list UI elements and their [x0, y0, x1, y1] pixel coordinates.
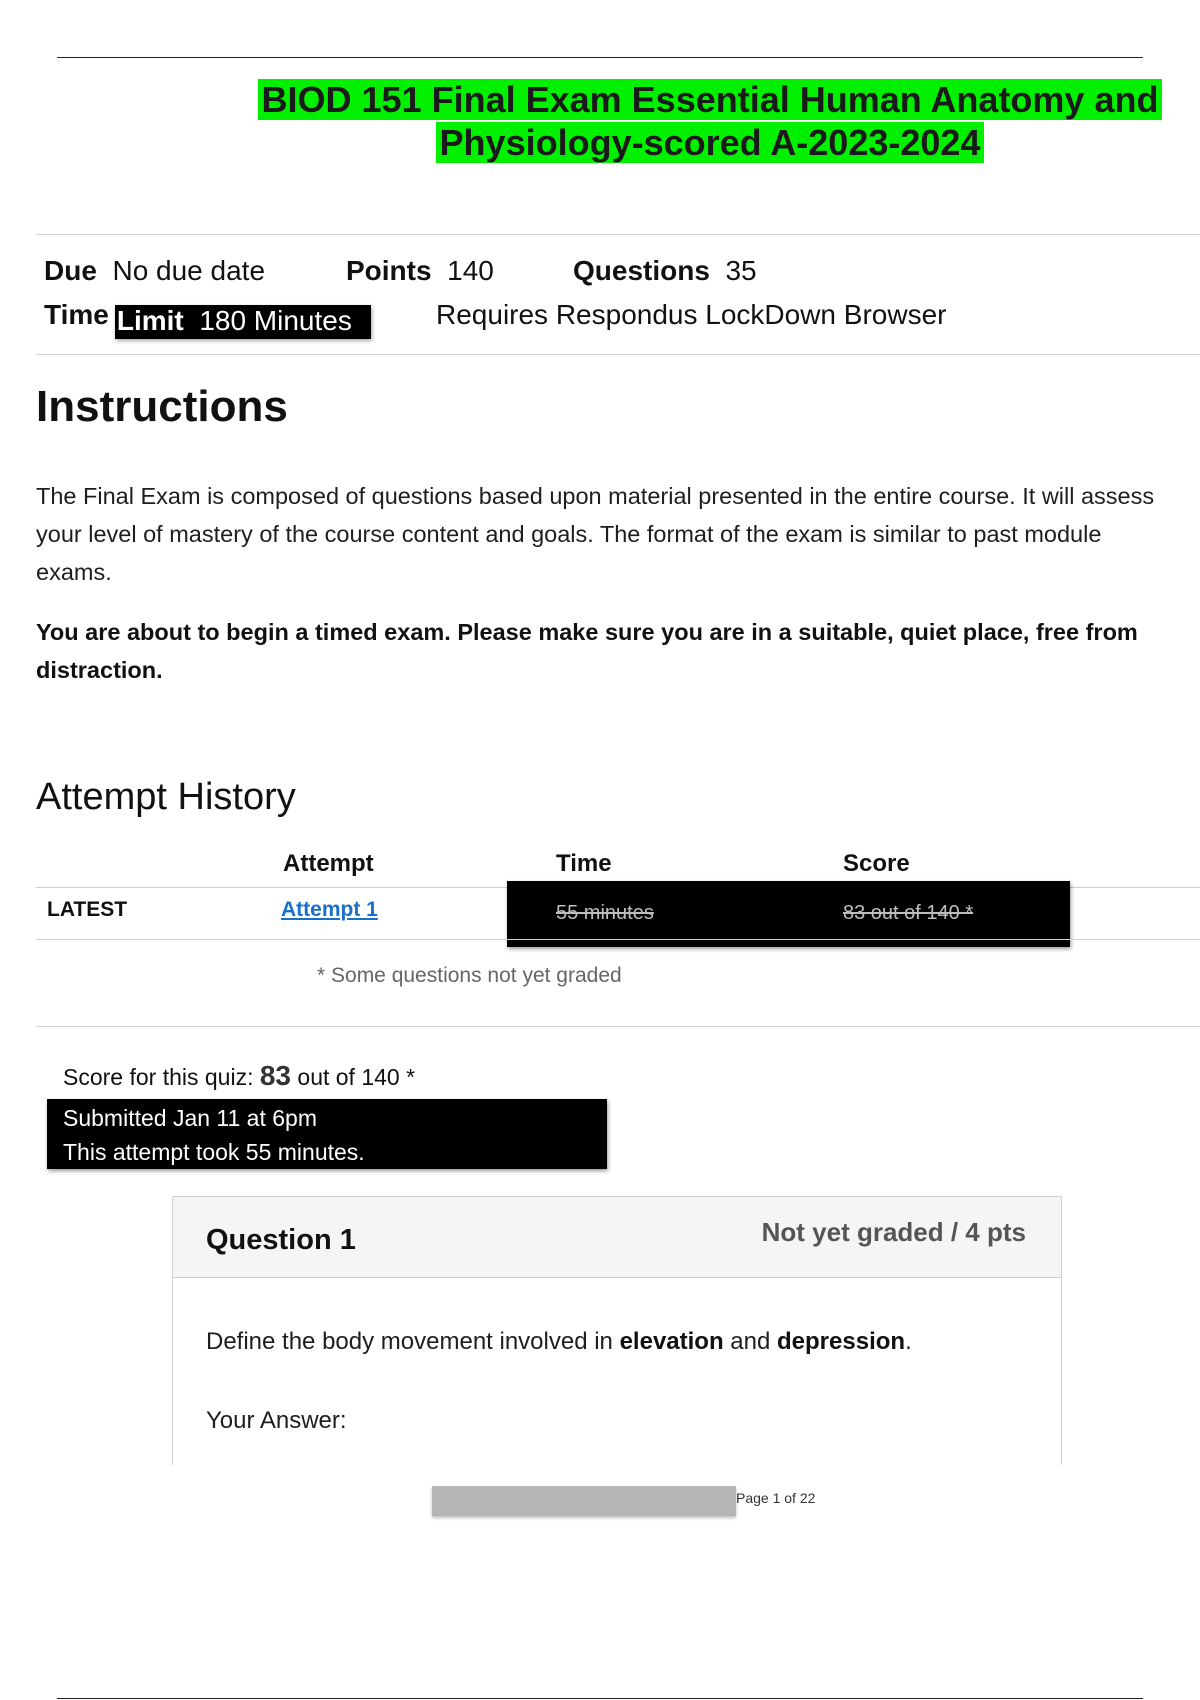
page-number: Page 1 of 22 [736, 1490, 816, 1506]
requires-lockdown: Requires Respondus LockDown Browser [436, 299, 947, 330]
attempt-history-heading: Attempt History [36, 776, 296, 818]
col-attempt-header: Attempt [283, 850, 374, 877]
question-title: Question 1 [206, 1224, 356, 1256]
divider [36, 234, 1200, 235]
col-score-header: Score [843, 850, 910, 877]
due-value: No due date [112, 255, 266, 286]
your-answer-label: Your Answer: [206, 1407, 347, 1434]
term-depression: depression [777, 1328, 906, 1355]
question-card [172, 1196, 1062, 1465]
questions-label: Questions [573, 255, 710, 286]
ungraded-note: * Some questions not yet graded [317, 964, 622, 987]
timed-exam-warning: You are about to begin a timed exam. Please make sure you are in a suitable, quiet place, free from distraction. [36, 619, 1138, 683]
title-line-1: BIOD 151 Final Exam Essential Human Anatomy and [258, 79, 1163, 120]
limit-redaction [115, 305, 371, 339]
question-points: Not yet graded / 4 pts [761, 1217, 1026, 1247]
footer-redaction [432, 1486, 736, 1516]
submitted-time: Submitted Jan 11 at 6pm [63, 1105, 317, 1131]
instructions-paragraph: The Final Exam is composed of questions based upon material presented in the entire course. It will assess your level of mastery of the course content and goals. The format of the exam is similar to past module exams. [36, 483, 1155, 585]
limit-label: Limit [116, 305, 184, 336]
quiz-score [63, 1060, 415, 1092]
due-info [44, 255, 265, 287]
attempt-duration: This attempt took 55 minutes. [63, 1139, 365, 1165]
attempt-score: 83 out of 140 * [843, 902, 974, 924]
submission-info-redaction [47, 1099, 607, 1169]
table-row-rule [36, 939, 1200, 940]
time-limit-info [44, 299, 371, 339]
points-label: Points [346, 255, 432, 286]
divider [36, 354, 1200, 355]
time-label: Time [44, 299, 109, 330]
instructions-heading: Instructions [36, 382, 288, 431]
time-score-redaction [507, 881, 1070, 947]
points-info [346, 255, 494, 287]
limit-value: 180 Minutes [199, 305, 352, 336]
term-elevation: elevation [619, 1328, 724, 1355]
attempt-1-link[interactable]: Attempt 1 [281, 898, 378, 921]
score-value: 83 [259, 1060, 292, 1091]
due-label: Due [44, 255, 97, 286]
latest-tag: LATEST [47, 898, 128, 921]
question-text [206, 1328, 912, 1356]
bottom-rule [57, 1698, 1143, 1699]
top-rule [57, 57, 1143, 58]
attempt-time: 55 minutes [556, 902, 654, 924]
col-time-header: Time [556, 850, 612, 877]
question-text-mid: and [730, 1328, 771, 1355]
score-label: Score for this quiz: [63, 1064, 254, 1090]
score-suffix: out of 140 * [297, 1064, 416, 1090]
question-text-after: . [905, 1328, 912, 1355]
divider [36, 1026, 1200, 1027]
questions-info [573, 255, 757, 287]
question-text-before: Define the body movement involved in [206, 1328, 613, 1355]
question-header [173, 1197, 1061, 1278]
title-line-2: Physiology-scored A-2023-2024 [436, 122, 985, 163]
document-title [240, 78, 1180, 164]
points-value: 140 [447, 255, 494, 286]
questions-value: 35 [725, 255, 757, 286]
